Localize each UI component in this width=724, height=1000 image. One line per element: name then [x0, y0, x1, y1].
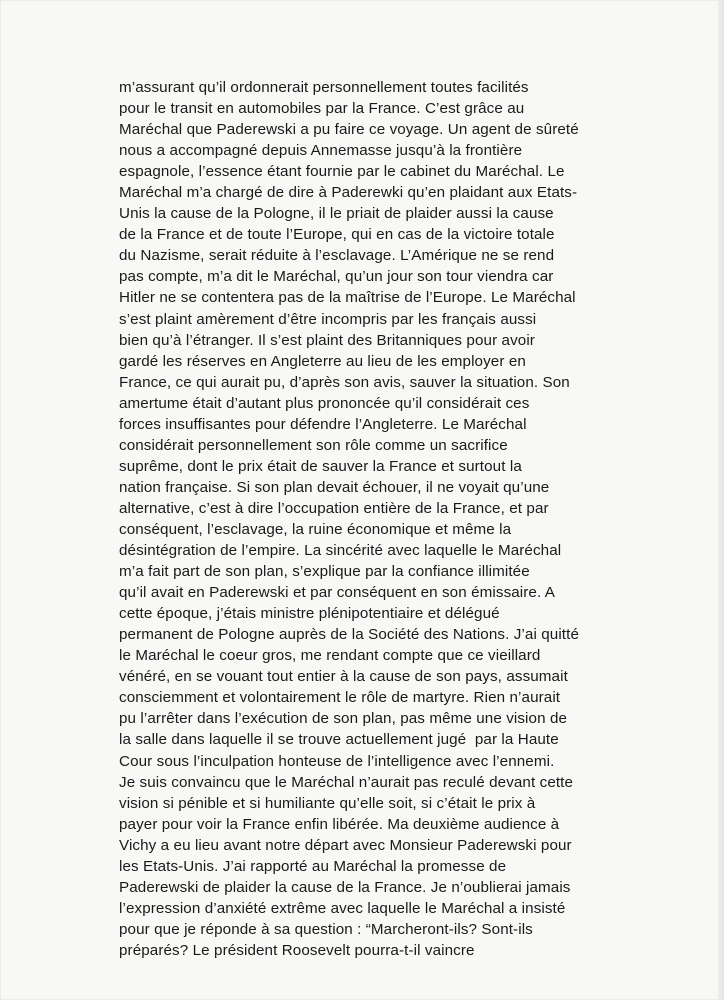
text-line: Vichy a eu lieu avant notre départ avec Monsieur Paderewski pour — [119, 836, 572, 854]
text-line: de la France et de toute l’Europe, qui en cas de la victoire totale — [119, 226, 555, 244]
text-line: Paderewski de plaider la cause de la France. Je n’oublierai jamais — [119, 878, 571, 896]
text-line: forces insuffisantes pour défendre l’Angleterre. Le Maréchal — [119, 415, 527, 433]
text-line: payer pour voir la France enfin libérée. Ma deuxième audience à — [119, 815, 560, 833]
text-line: nous a accompagné depuis Annemasse jusqu’à la frontière — [119, 142, 523, 160]
text-line: vénéré, en se vouant tout entier à la cause de son pays, assumait — [119, 668, 568, 686]
text-line: alternative, c’est à dire l’occupation entière de la France, et par — [119, 499, 549, 517]
text-line: pas compte, m’a dit le Maréchal, qu’un jour son tour viendra car — [119, 268, 554, 286]
text-line: considérait personnellement son rôle comme un sacrifice — [119, 436, 508, 454]
text-line: pour le transit en automobiles par la France. C’est grâce au — [119, 100, 525, 118]
text-line: Unis la cause de la Pologne, il le priait de plaider aussi la cause — [119, 205, 554, 223]
text-line: bien qu’à l’étranger. Il s’est plaint des Britanniques pour avoir — [119, 331, 535, 349]
text-line: m’a fait part de son plan, s’explique par la confiance illimitée — [119, 563, 530, 581]
text-line: espagnole, l’essence étant fournie par le cabinet du Maréchal. Le — [119, 163, 565, 181]
text-line: Je suis convaincu que le Maréchal n’aurait pas reculé devant cette — [119, 773, 574, 791]
text-line: pu l’arrêter dans l’exécution de son plan, pas même une vision de — [119, 710, 568, 728]
text-line: Maréchal que Paderewski a pu faire ce voyage. Un agent de sûreté — [119, 121, 579, 139]
text-line: Maréchal m’a chargé de dire à Paderewki qu’en plaidant aux Etats- — [119, 184, 578, 202]
text-line: suprême, dont le prix était de sauver la France et surtout la — [119, 457, 522, 475]
text-line: préparés? Le président Roosevelt pourra-t-il vaincre — [119, 941, 475, 959]
text-line: permanent de Pologne auprès de la Société des Nations. J’ai quitté — [119, 626, 579, 644]
text-line: cette époque, j’étais ministre plénipotentiaire et délégué — [119, 605, 500, 623]
text-line: s’est plaint amèrement d’être incompris par les français aussi — [119, 310, 537, 328]
text-line: nation française. Si son plan devait échouer, il ne voyait qu’une — [119, 478, 550, 496]
text-line: vision si pénible et si humiliante qu’elle soit, si c’était le prix à — [119, 794, 536, 812]
text-line: gardé les réserves en Angleterre au lieu de les employer en — [119, 352, 526, 370]
text-line: Cour sous l’inculpation honteuse de l’intelligence avec l’ennemi. — [119, 752, 555, 770]
text-line: le Maréchal le coeur gros, me rendant compte que ce vieillard — [119, 647, 541, 665]
text-line: désintégration de l’empire. La sincérité avec laquelle le Maréchal — [119, 542, 562, 560]
text-line: Hitler ne se contentera pas de la maîtrise de l’Europe. Le Maréchal — [119, 289, 576, 307]
text-line: amertume était d’autant plus prononcée qu’il considérait ces — [119, 394, 530, 412]
text-line: la salle dans laquelle il se trouve actuellement jugé par la Haute — [119, 731, 559, 749]
text-line: du Nazisme, serait réduite à l’esclavage. L’Amérique ne se rend — [119, 247, 555, 265]
text-line: l’expression d’anxiété extrême avec laquelle le Maréchal a insisté — [119, 899, 566, 917]
text-line: m’assurant qu’il ordonnerait personnellement toutes facilités — [119, 79, 529, 96]
document-body-text — [119, 77, 619, 961]
page-edge — [718, 0, 724, 1000]
text-line: qu’il avait en Paderewski et par conséquent en son émissaire. A — [119, 584, 556, 602]
text-line: pour que je réponde à sa question : “Marcheront-ils? Sont-ils — [119, 920, 533, 938]
text-line: les Etats-Unis. J’ai rapporté au Maréchal la promesse de — [119, 857, 507, 875]
text-line: consciemment et volontairement le rôle de martyre. Rien n’aurait — [119, 689, 561, 707]
text-line: conséquent, l’esclavage, la ruine économique et même la — [119, 520, 512, 538]
text-line: France, ce qui aurait pu, d’après son avis, sauver la situation. Son — [119, 373, 570, 391]
